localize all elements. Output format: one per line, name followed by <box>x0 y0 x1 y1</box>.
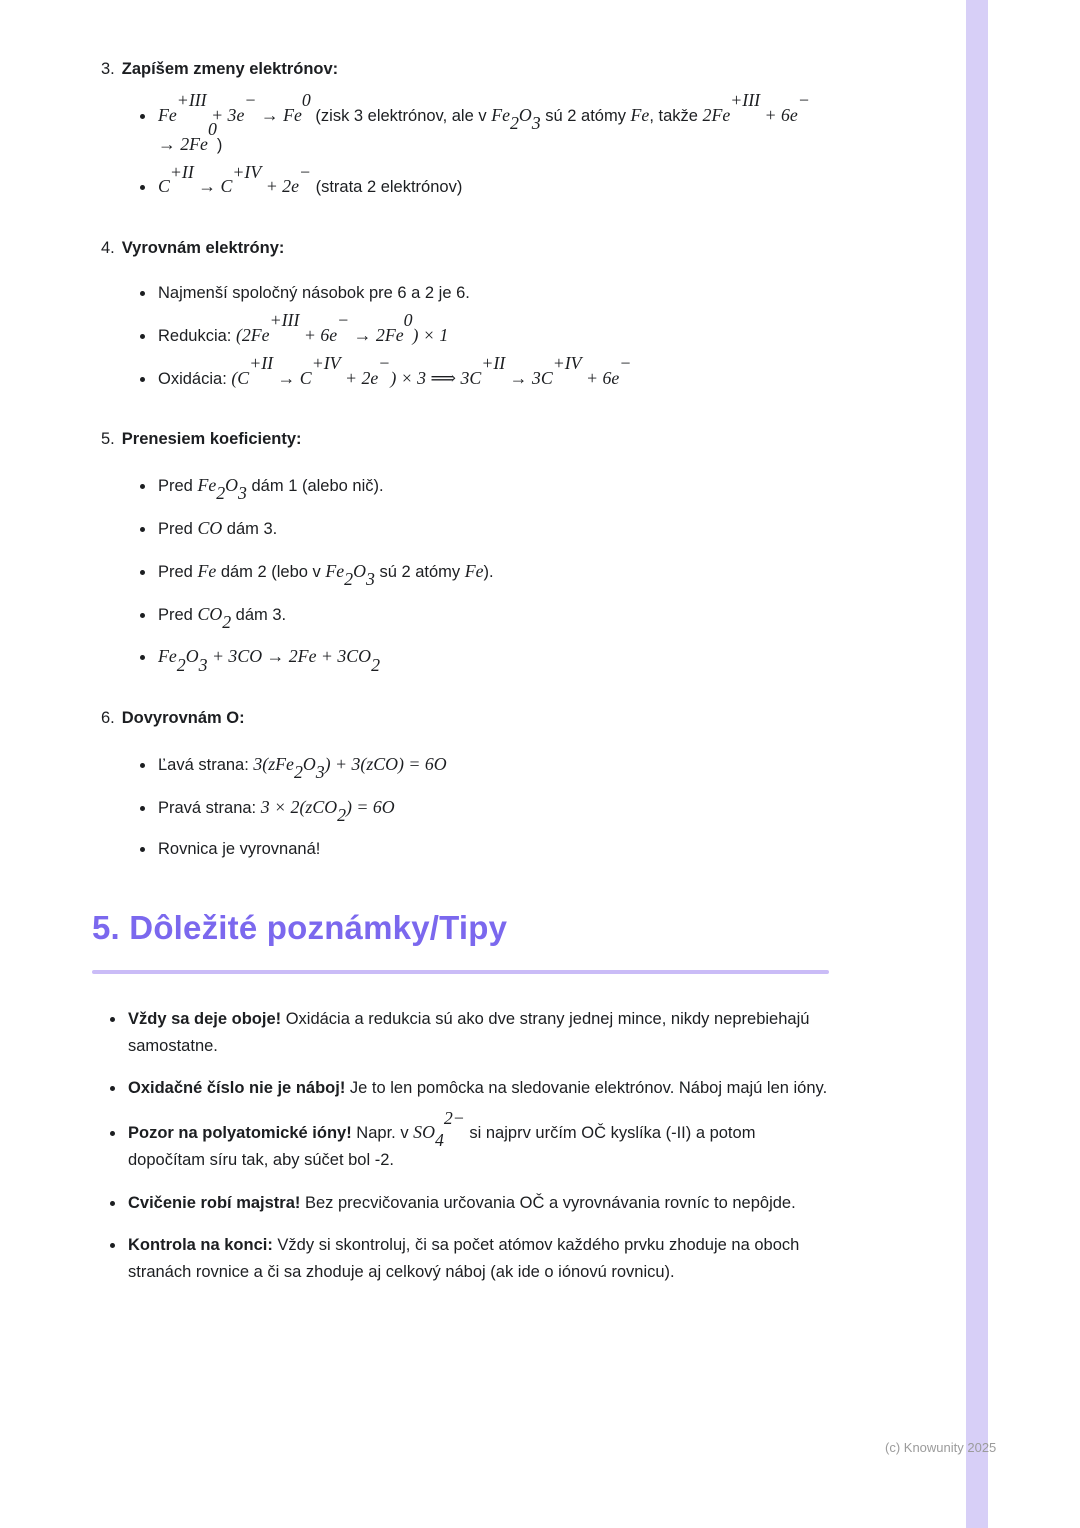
list-item: • Najmenší spoločný násobok pre 6 a 2 je 6. <box>156 280 829 307</box>
section-5 <box>101 426 829 675</box>
section-title: Prenesiem koeficienty: <box>121 430 302 449</box>
list-item: • Pred CO dám 3. <box>156 514 829 543</box>
list-item: • Ľavá strana: $3(zFe_2O_3) + 3(zCO) = 6O$ <box>156 750 829 779</box>
scrollbar[interactable] <box>966 0 988 1528</box>
list-item: • Pred Fe dám 2 (lebo v $Fe_2O_3$ sú 2 atómy Fe). <box>156 557 829 586</box>
section-number: 3. <box>101 60 115 78</box>
section-title: Vyrovnám elektróny: <box>121 239 285 258</box>
list-item: • Oxidácia: $(C^{+II} \to C^{+IV} + 2e^-) \times 3$ ⟹ $3C^{+II} \to 3C^{+IV} + 6e^-$ <box>156 364 829 393</box>
section-number: 5. <box>101 430 115 449</box>
list-item: • $Fe^{+III} + 3e^- \to Fe^0$ (zisk 3 elektrónov, ale v $Fe_2O_3$ sú 2 atómy Fe, takže $2Fe^{+III} + 6e^- \to 2Fe^0$) <box>156 101 829 159</box>
tip-item: • Vždy sa deje oboje! Oxidácia a redukcia sú ako dve strany jednej mince, nikdy neprebiehajú samostatne. <box>126 1006 829 1059</box>
section-heading <box>101 235 829 262</box>
section-title: Zapíšem zmeny elektrónov: <box>121 60 339 78</box>
heading-rule <box>92 970 829 974</box>
tip-item: • Kontrola na konci: Vždy si skontroluj, či sa počet atómov každého prvku zhoduje na oboch stranách rovnice a či sa zhoduje aj celkový náboj (ak ide o iónovú rovnicu). <box>126 1232 829 1285</box>
tips-list <box>92 1006 829 1286</box>
section-list <box>101 90 829 202</box>
section-number: 4. <box>101 239 115 258</box>
list-item: • $C^{+II} \to C^{+IV} + 2e^-$ (strata 2 elektrónov) <box>156 172 829 201</box>
tip-item: • Cvičenie robí majstra! Bez precvičovania určovania OČ a vyrovnávania rovníc to nepôjde. <box>126 1190 829 1217</box>
list-item: • $Fe_2O_3 + 3CO \to 2Fe + 3CO_2$ <box>156 642 829 671</box>
section-list <box>101 750 829 862</box>
section-3 <box>101 56 829 201</box>
tip-item: • Oxidačné číslo nie je náboj! Je to len pomôcka na sledovanie elektrónov. Náboj majú len ióny. <box>126 1075 829 1102</box>
list-item: • Pravá strana: 3 × 2(zCO$_2$) = 6O <box>156 793 829 822</box>
list-item: • Rovnica je vyrovnaná! <box>156 836 829 863</box>
section-title: Dovyrovnám O: <box>121 709 245 728</box>
section-6 <box>101 705 829 862</box>
section-number: 6. <box>101 709 115 728</box>
section-list <box>101 280 829 392</box>
copyright-text: (c) Knowunity 2025 <box>885 1440 997 1455</box>
section-heading <box>101 705 829 732</box>
section-heading <box>101 426 829 453</box>
notes-heading: 5. Dôležité poznámky/Tipy <box>92 909 508 947</box>
section-list <box>101 471 829 675</box>
section-4 <box>101 235 829 392</box>
list-item: • Pred $Fe_2O_3$ dám 1 (alebo nič). <box>156 471 829 500</box>
tip-item: • Pozor na polyatomické ióny! Napr. v $SO_4^{2-}$ si najprv určím OČ kyslíka (-II) a potom dopočítam síru tak, aby súčet bol -2. <box>126 1118 829 1174</box>
list-item: • Pred $CO_2$ dám 3. <box>156 600 829 629</box>
section-heading <box>101 56 829 83</box>
list-item: • Redukcia: $(2Fe^{+III} + 6e^- \to 2Fe^0) \times 1$ <box>156 321 829 350</box>
document-page <box>92 56 829 1302</box>
